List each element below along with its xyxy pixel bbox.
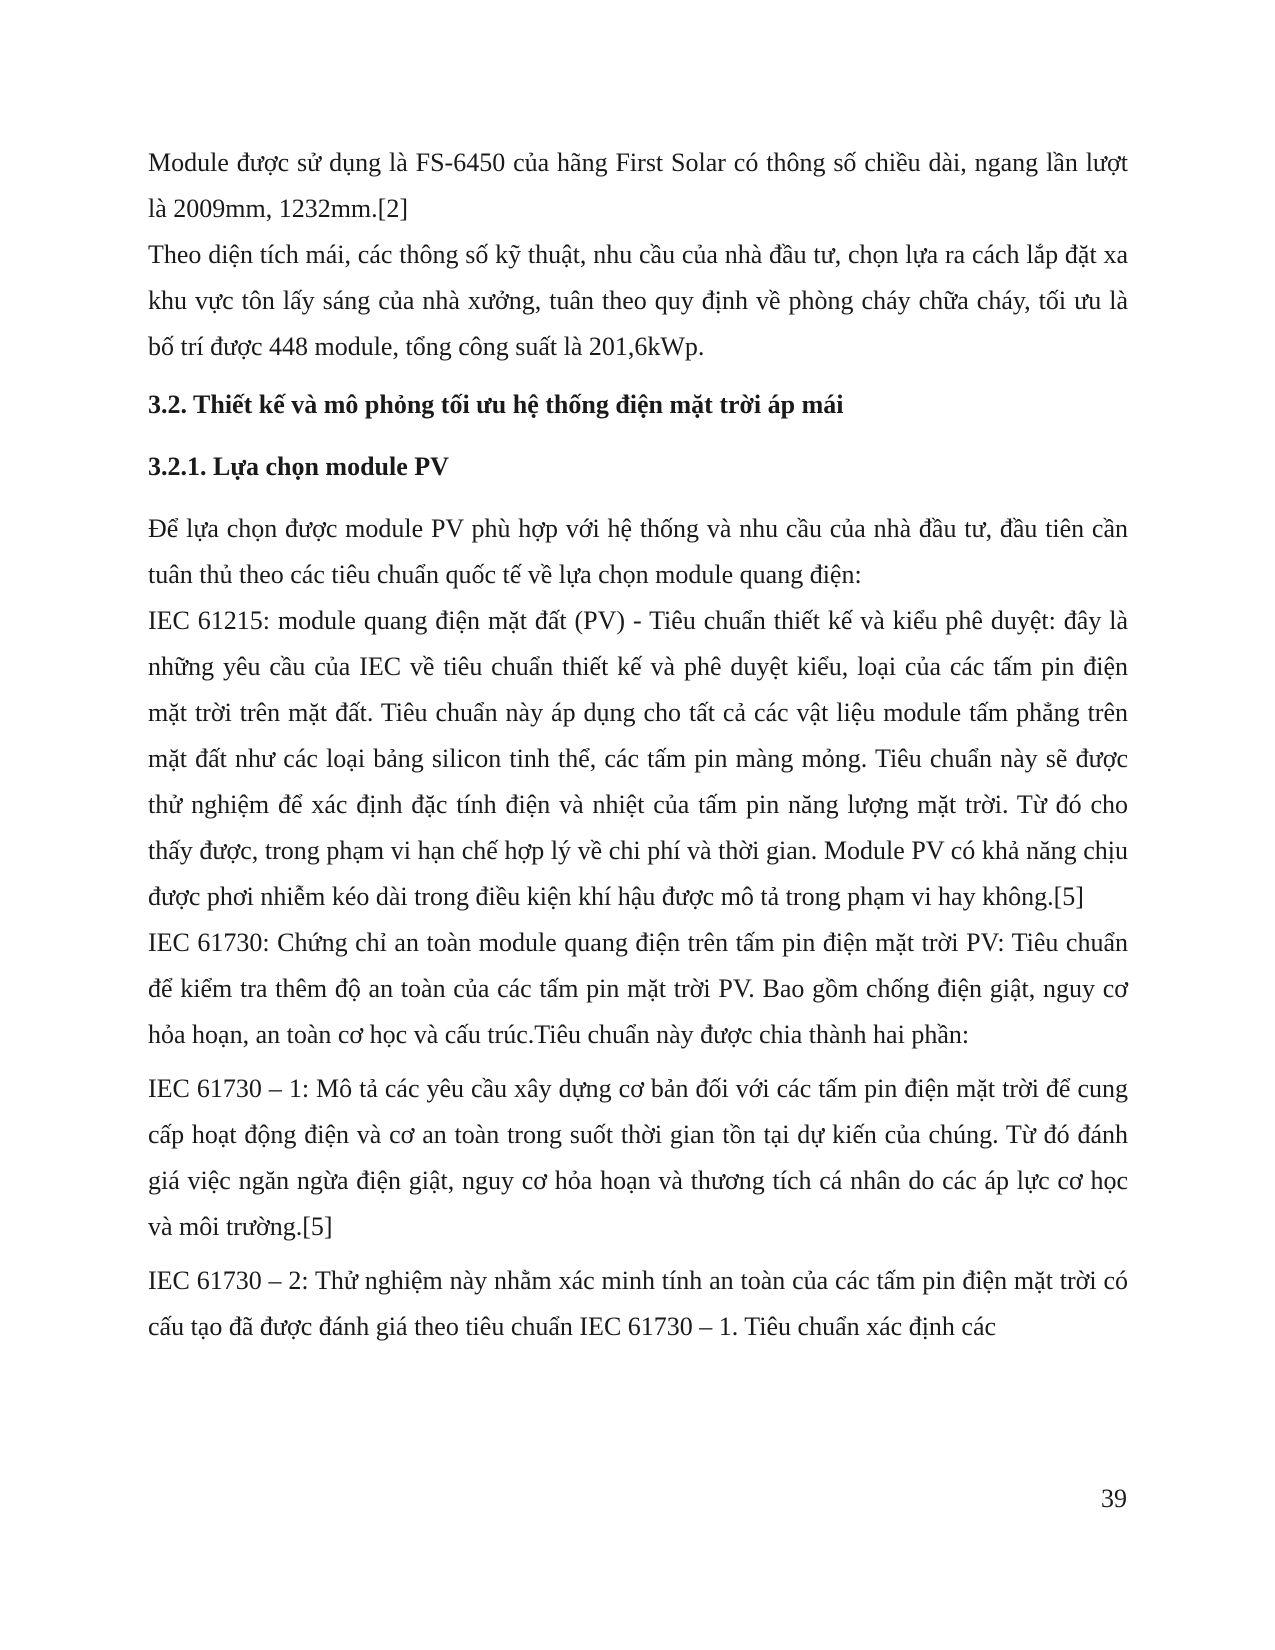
paragraph-iec-61730-2: IEC 61730 – 2: Thử nghiệm này nhằm xác minh tính an toàn của các tấm pin điện mặt trời có cấu tạo đã được đánh giá theo tiêu chuẩn IEC 61730 – 1. Tiêu chuẩn xác định các [148, 1266, 1128, 1341]
paragraph-layout-choice: Theo diện tích mái, các thông số kỹ thuật, nhu cầu của nhà đầu tư, chọn lựa ra cách lắp đặt xa khu vực tôn lấy sáng của nhà xưởng, tuân theo quy định về phòng cháy chữa cháy, tối ưu là bố trí được 448 module, tổng công suất là 201,6kWp. [148, 240, 1128, 361]
document-body [148, 140, 1128, 1350]
section-heading-3-2: 3.2. Thiết kế và mô phỏng tối ưu hệ thống điện mặt trời áp mái [148, 390, 844, 419]
subsection-heading-3-2-1: 3.2.1. Lựa chọn module PV [148, 452, 449, 481]
paragraph-selection-intro: Để lựa chọn được module PV phù hợp với hệ thống và nhu cầu của nhà đầu tư, đầu tiên cần tuân thủ theo các tiêu chuẩn quốc tế về lựa chọn module quang điện: [148, 514, 1128, 589]
paragraph-iec-61730: IEC 61730: Chứng chỉ an toàn module quang điện trên tấm pin điện mặt trời PV: Tiêu chuẩn để kiểm tra thêm độ an toàn của các tấm pin mặt trời PV. Bao gồm chống điện giật, nguy cơ hỏa hoạn, an toàn cơ học và cấu trúc.Tiêu chuẩn này được chia thành hai phần: [148, 928, 1128, 1049]
paragraph-iec-61215: IEC 61215: module quang điện mặt đất (PV) - Tiêu chuẩn thiết kế và kiểu phê duyệt: đây là những yêu cầu của IEC về tiêu chuẩn thiết kế và phê duyệt kiểu, loại của các tấm pin điện mặt trời trên mặt đất. Tiêu chuẩn này áp dụng cho tất cả các vật liệu module tấm phẳng trên mặt đất như các loại bảng silicon tinh thể, các tấm pin màng mỏng. Tiêu chuẩn này sẽ được thử nghiệm để xác định đặc tính điện và nhiệt của tấm pin năng lượng mặt trời. Từ đó cho thấy được, trong phạm vi hạn chế hợp lý về chi phí và thời gian. Module PV có khả năng chịu được phơi nhiễm kéo dài trong điều kiện khí hậu được mô tả trong phạm vi hay không.[5] [148, 606, 1128, 911]
paragraph-iec-61730-1: IEC 61730 – 1: Mô tả các yêu cầu xây dựng cơ bản đối với các tấm pin điện mặt trời để cung cấp hoạt động điện và cơ an toàn trong suốt thời gian tồn tại dự kiến của chúng. Từ đó đánh giá việc ngăn ngừa điện giật, nguy cơ hỏa hoạn và thương tích cá nhân do các áp lực cơ học và môi trường.[5] [148, 1074, 1128, 1241]
page-number: 39 [1101, 1484, 1127, 1513]
paragraph-module-spec: Module được sử dụng là FS-6450 của hãng First Solar có thông số chiều dài, ngang lần lượt là 2009mm, 1232mm.[2] [148, 148, 1128, 223]
